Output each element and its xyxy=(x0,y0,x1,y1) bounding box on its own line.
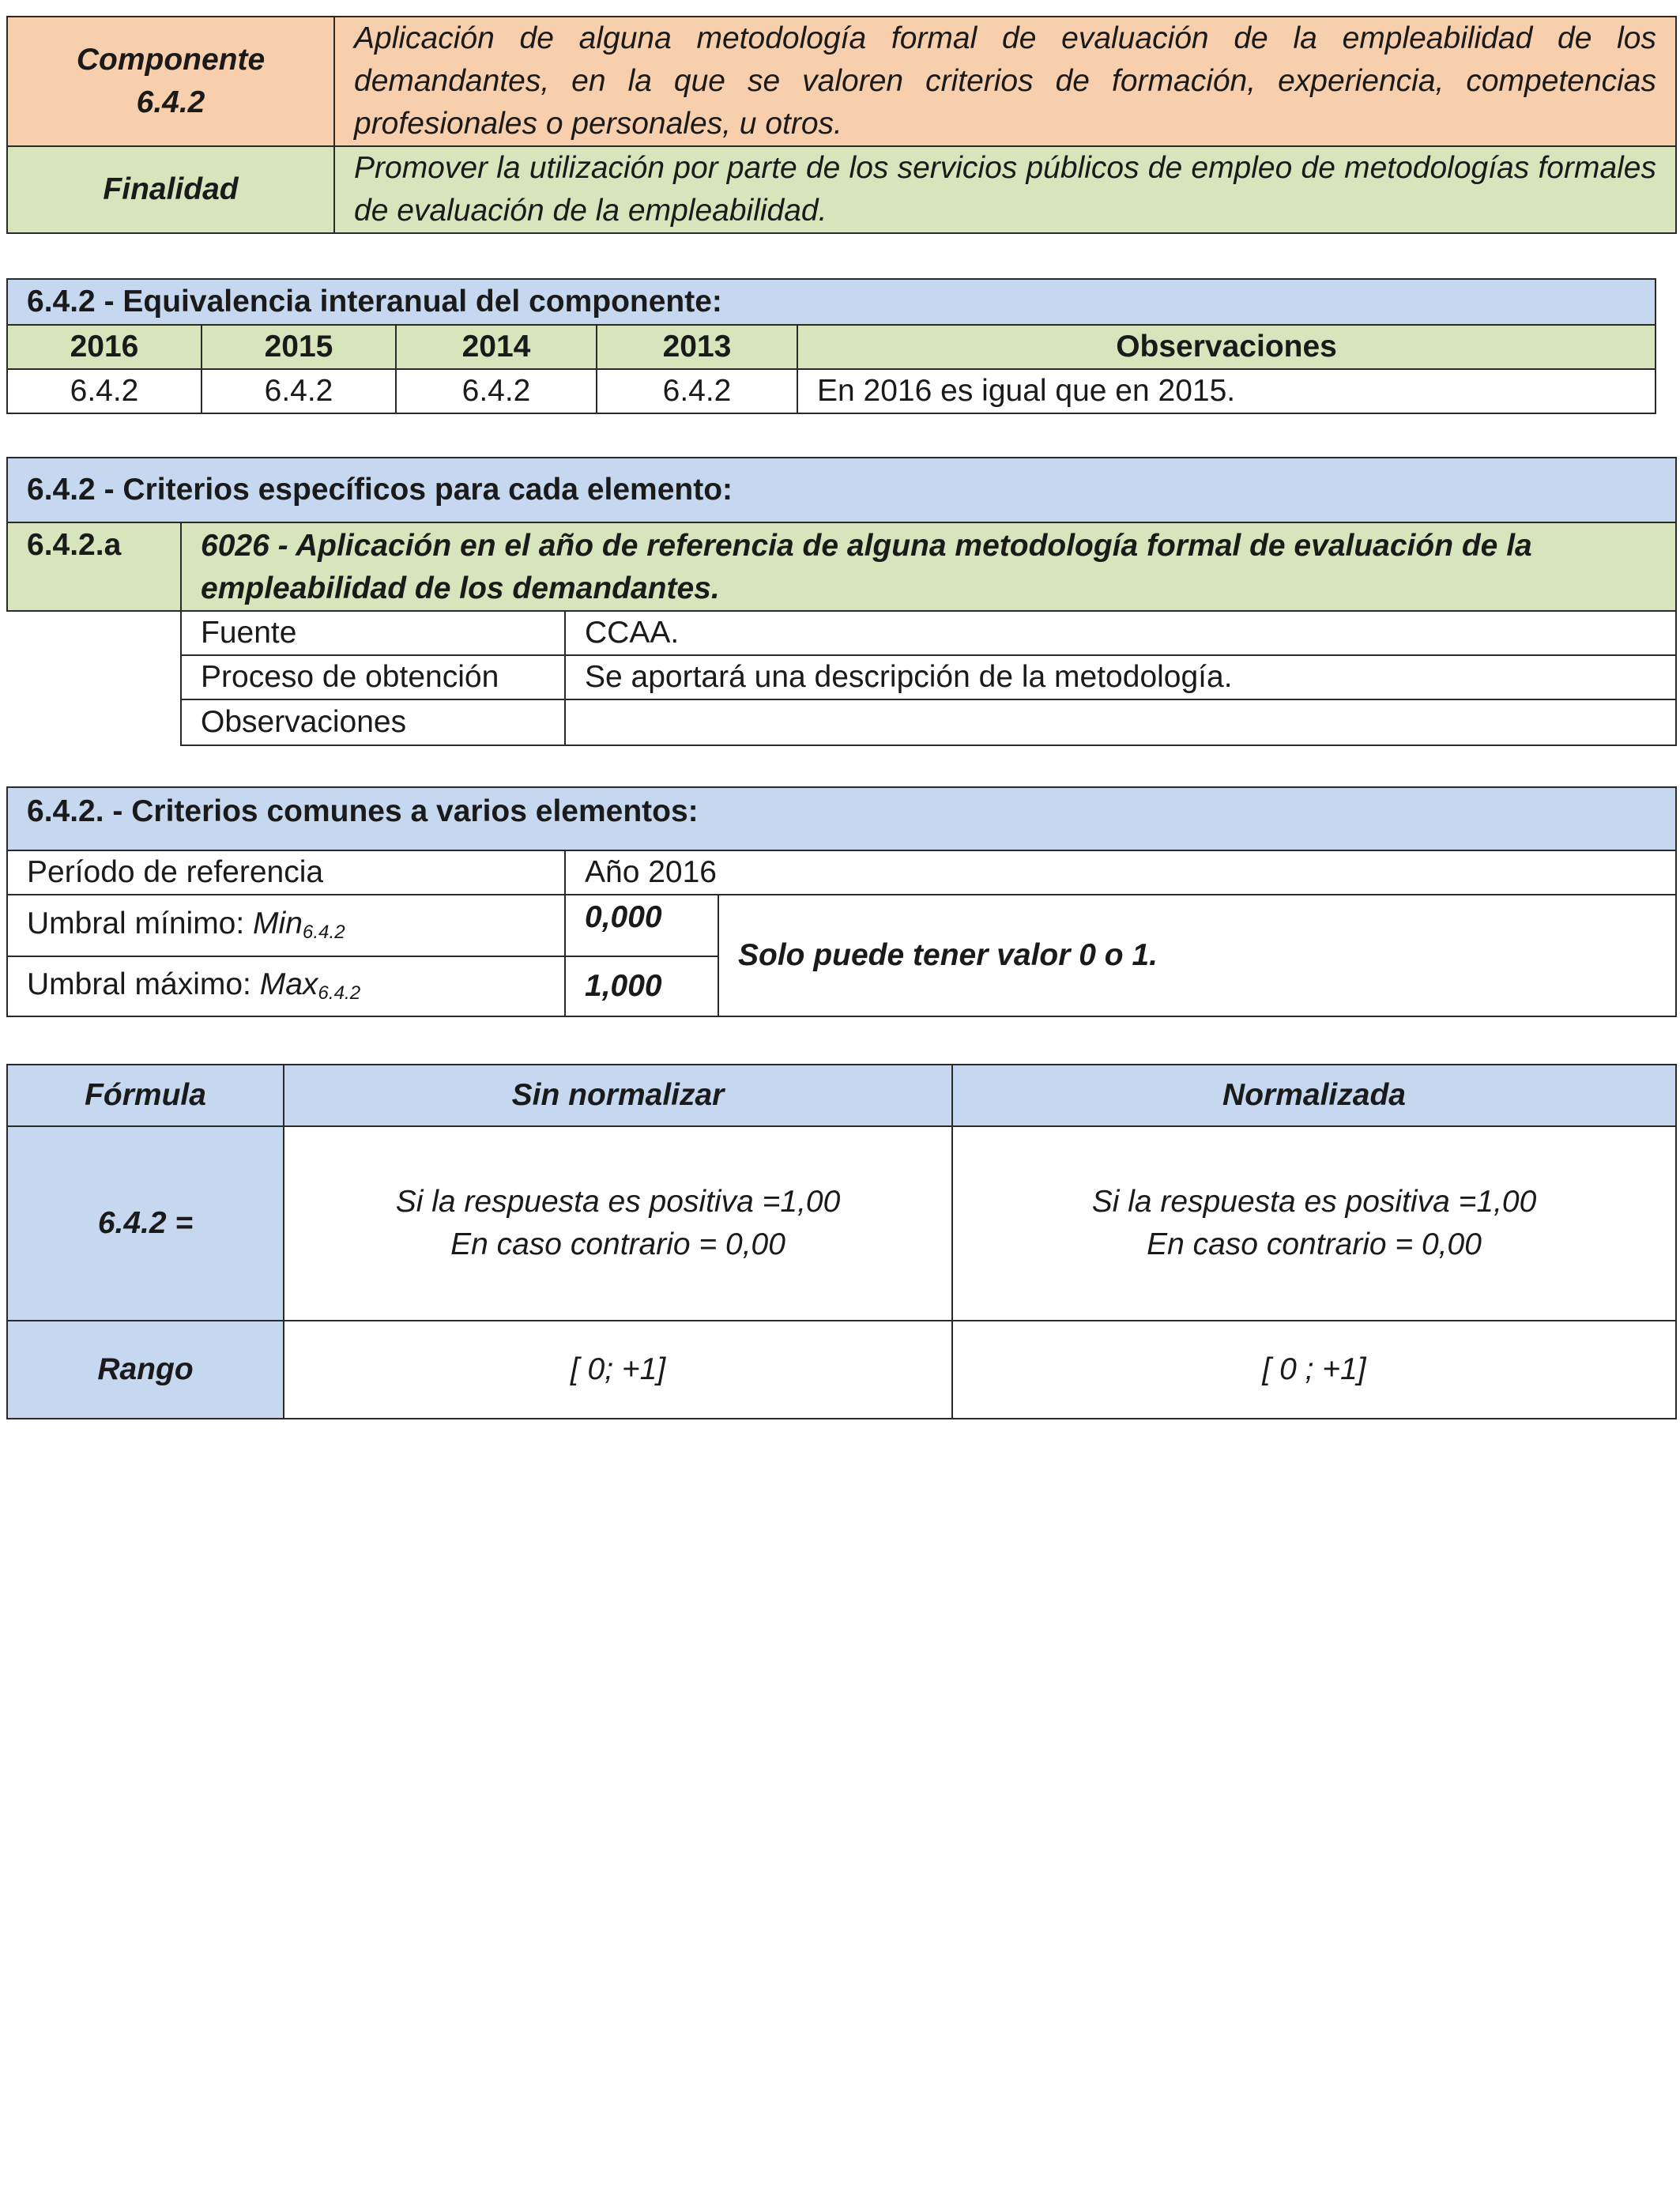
component-block xyxy=(6,16,1677,234)
formula-table xyxy=(6,1064,1677,1419)
criteria-row-label: Fuente xyxy=(181,611,565,655)
criteria-table xyxy=(6,457,1677,746)
max-sub: 6.4.2 xyxy=(318,982,361,1005)
purpose-label: Finalidad xyxy=(7,146,334,233)
min-sub: 6.4.2 xyxy=(302,922,345,944)
formula-raw xyxy=(284,1126,952,1321)
criteria-title: 6.4.2 - Criterios específicos para cada elemento: xyxy=(7,458,1676,522)
equivalence-header-2016: 2016 xyxy=(7,325,202,369)
criteria-block xyxy=(6,457,1677,746)
formula-header-raw: Sin normalizar xyxy=(284,1065,952,1126)
component-table xyxy=(6,16,1677,234)
equivalence-header-2015: 2015 xyxy=(202,325,396,369)
equivalence-title: 6.4.2 - Equivalencia interanual del componente: xyxy=(7,279,1656,325)
component-description: Aplicación de alguna metodología formal de evaluación de la empleabilidad de los demandantes, en la que se valoren criterios de formación, experiencia, competencias profesionales o personales, u otros. xyxy=(334,17,1676,146)
equivalence-header-2013: 2013 xyxy=(597,325,797,369)
equivalence-cell-2014: 6.4.2 xyxy=(396,369,597,413)
max-threshold-value: 1,000 xyxy=(565,956,718,1016)
criteria-indent xyxy=(7,699,181,745)
common-title: 6.4.2. - Criterios comunes a varios elementos: xyxy=(7,787,1676,850)
component-label xyxy=(7,17,334,146)
component-label-line2: 6.4.2 xyxy=(136,85,205,119)
equivalence-table xyxy=(6,278,1656,414)
purpose-text: Promover la utilización por parte de los servicios públicos de empleo de metodologías formales de evaluación de la empleabilidad. xyxy=(334,146,1676,233)
equivalence-block xyxy=(6,278,1656,414)
equivalence-cell-2015: 6.4.2 xyxy=(202,369,396,413)
range-label: Rango xyxy=(7,1321,284,1419)
formula-normalized xyxy=(952,1126,1676,1321)
range-raw: [ 0; +1] xyxy=(284,1321,952,1419)
formula-normalized-line1: Si la respuesta es positiva =1,00 xyxy=(1091,1185,1537,1219)
criteria-row-value: Se aportará una descripción de la metodología. xyxy=(565,655,1676,699)
max-var: Max xyxy=(259,967,318,1002)
common-table xyxy=(6,786,1677,1017)
max-label-text: Umbral máximo: xyxy=(27,967,260,1002)
min-threshold-label xyxy=(7,895,565,956)
criteria-row-value: CCAA. xyxy=(565,611,1676,655)
formula-header-normalized: Normalizada xyxy=(952,1065,1676,1126)
max-threshold-label xyxy=(7,956,565,1016)
threshold-note: Solo puede tener valor 0 o 1. xyxy=(718,895,1676,1016)
min-label-text: Umbral mínimo: xyxy=(27,907,254,941)
element-code: 6.4.2.a xyxy=(7,522,181,611)
common-block xyxy=(6,786,1677,1017)
equivalence-cell-observaciones: En 2016 es igual que en 2015. xyxy=(797,369,1656,413)
formula-normalized-line2: En caso contrario = 0,00 xyxy=(1147,1227,1482,1261)
component-label-line1: Componente xyxy=(76,43,266,77)
equivalence-header-2014: 2014 xyxy=(396,325,597,369)
criteria-indent xyxy=(7,611,181,655)
formula-block xyxy=(6,1064,1677,1419)
criteria-row-label: Proceso de obtención xyxy=(181,655,565,699)
formula-raw-line1: Si la respuesta es positiva =1,00 xyxy=(395,1185,841,1219)
criteria-row-value xyxy=(565,699,1676,745)
range-normalized: [ 0 ; +1] xyxy=(952,1321,1676,1419)
criteria-indent xyxy=(7,655,181,699)
min-var: Min xyxy=(253,907,303,941)
formula-row-label: 6.4.2 = xyxy=(7,1126,284,1321)
period-value: Año 2016 xyxy=(565,850,1676,895)
formula-raw-line2: En caso contrario = 0,00 xyxy=(450,1227,785,1261)
formula-header-formula: Fórmula xyxy=(7,1065,284,1126)
element-description: 6026 - Aplicación en el año de referencia de alguna metodología formal de evaluación de la empleabilidad de los demandantes. xyxy=(181,522,1676,611)
equivalence-header-observaciones: Observaciones xyxy=(797,325,1656,369)
equivalence-cell-2013: 6.4.2 xyxy=(597,369,797,413)
equivalence-cell-2016: 6.4.2 xyxy=(7,369,202,413)
period-label: Período de referencia xyxy=(7,850,565,895)
min-threshold-value: 0,000 xyxy=(565,895,718,956)
criteria-row-label: Observaciones xyxy=(181,699,565,745)
